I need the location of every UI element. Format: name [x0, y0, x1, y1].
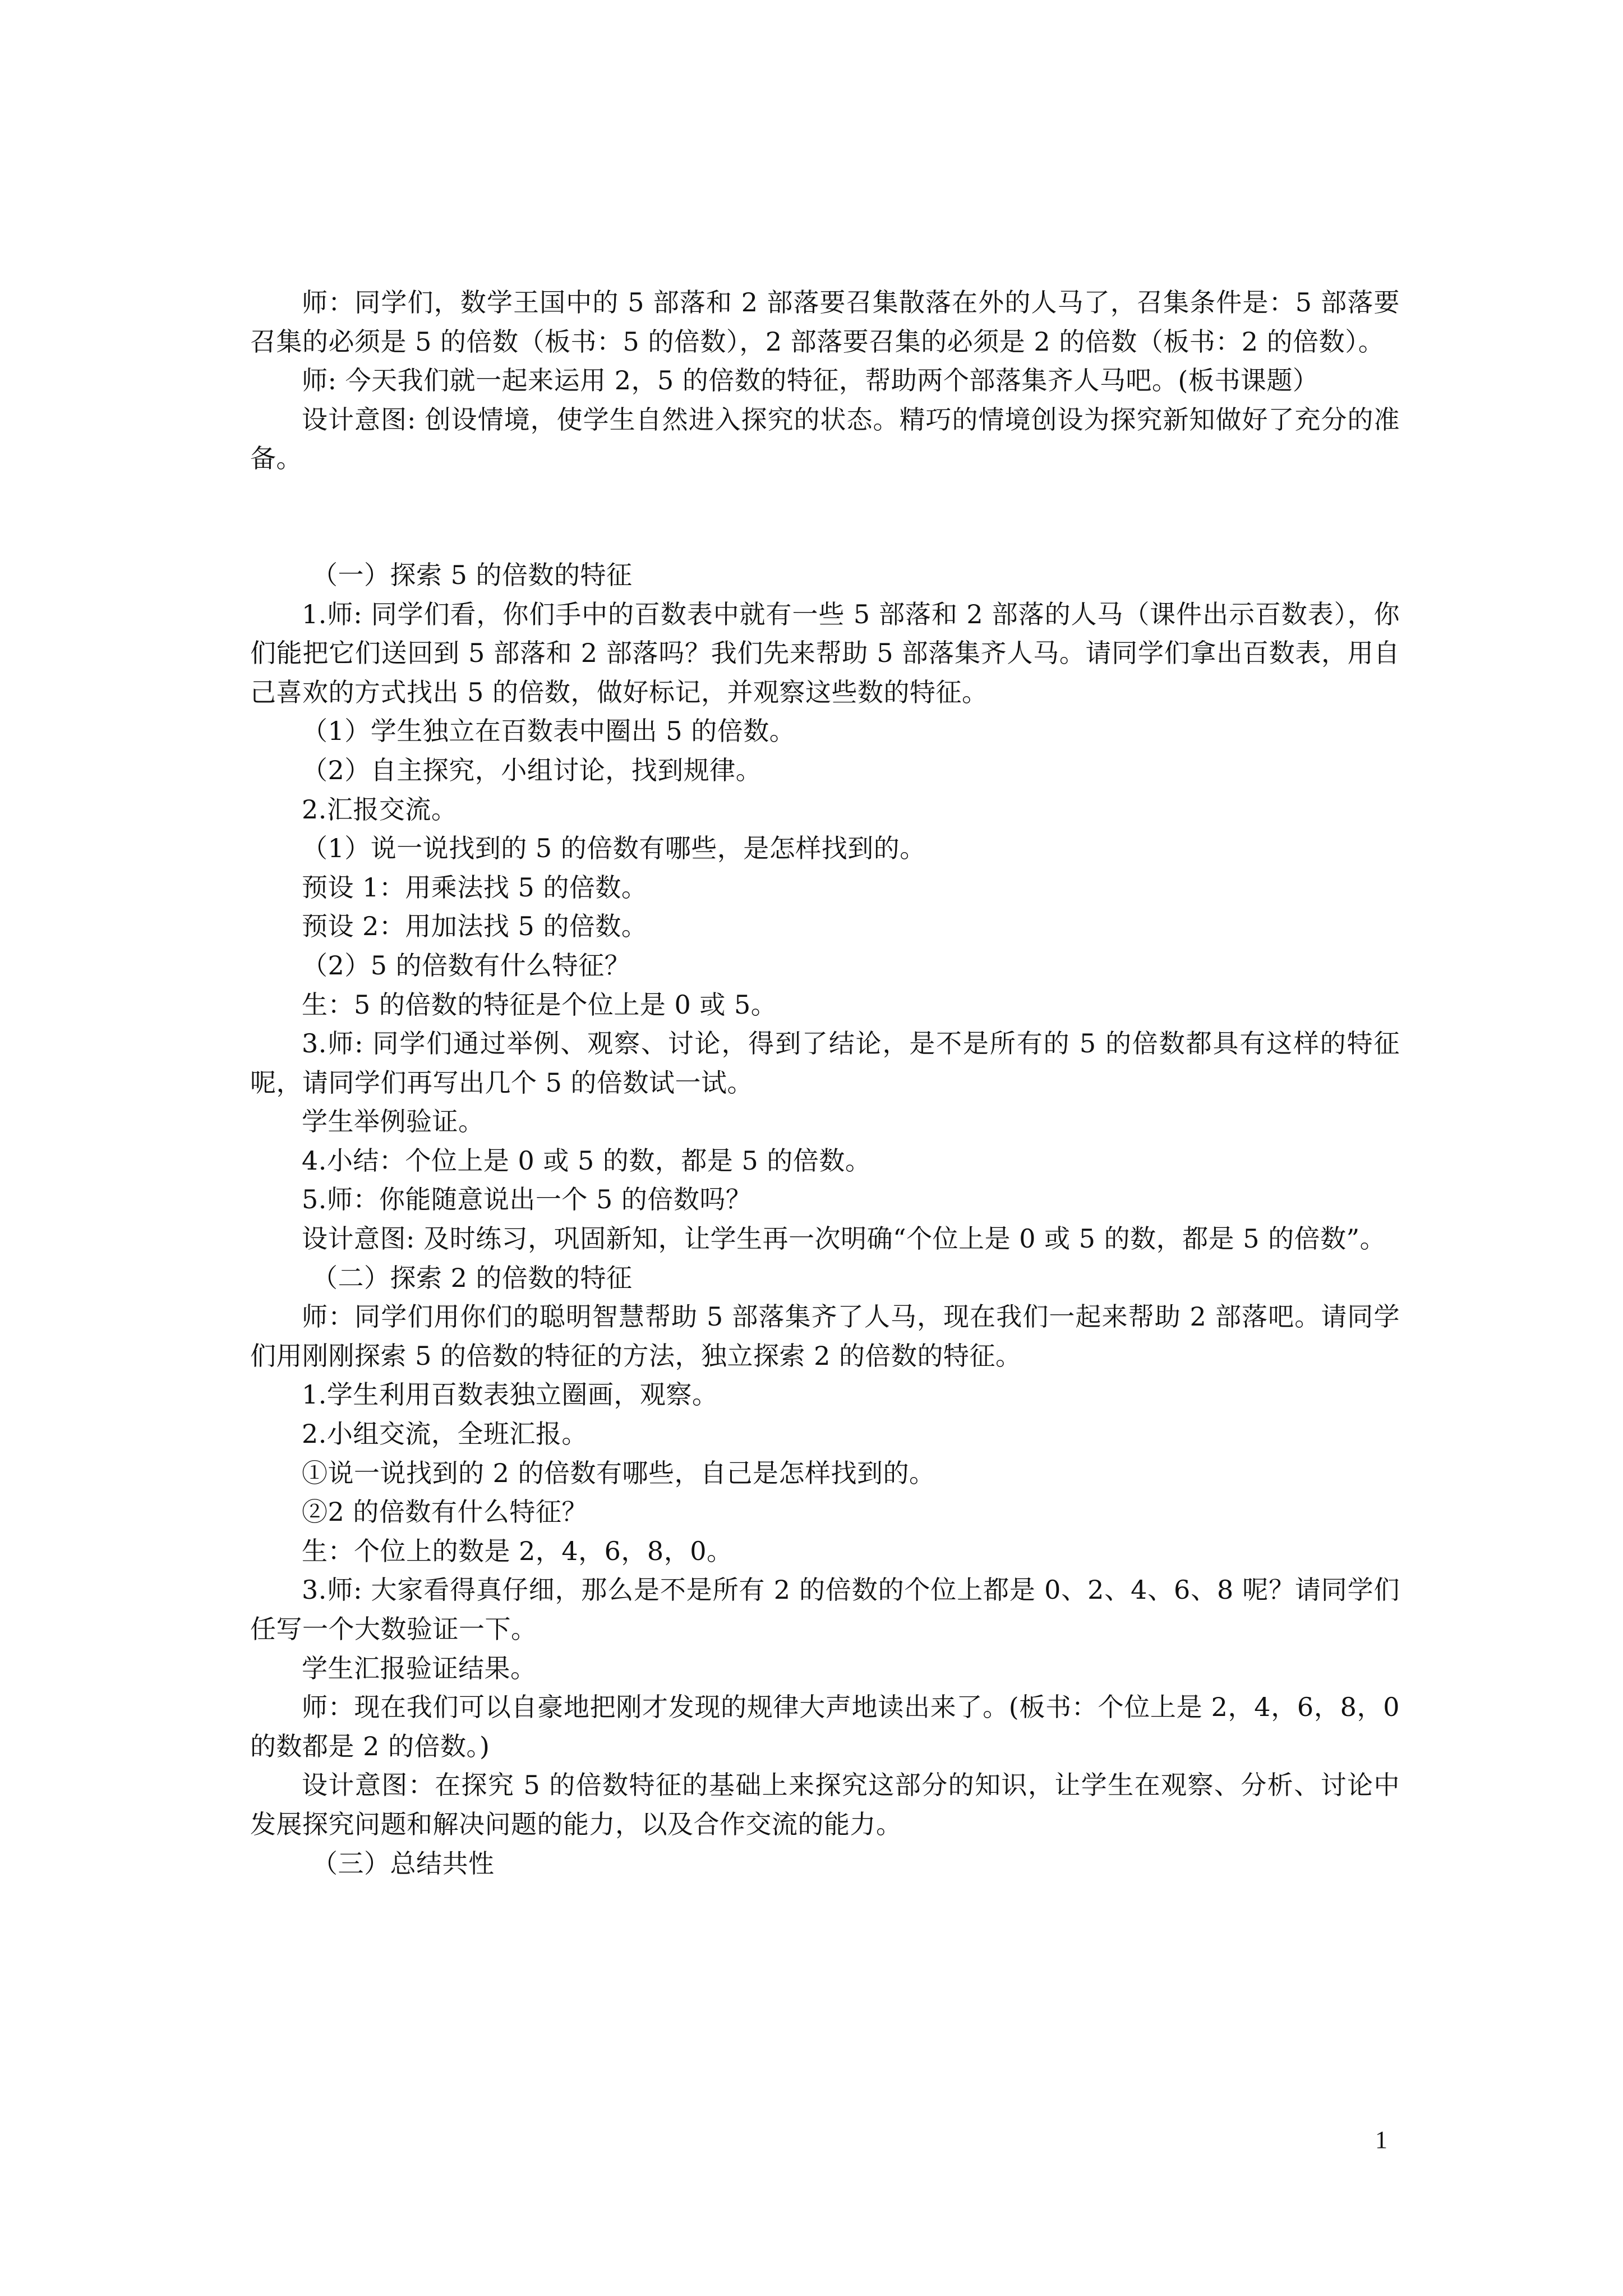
section2-paragraph: 师：同学们用你们的聪明智慧帮助 5 部落集齐了人马，现在我们一起来帮助 2 部落吧。请同学们用刚刚探索 5 的倍数的特征的方法，独立探索 2 的倍数的特征。	[250, 1301, 1400, 1371]
section1-paragraph: 学生举例验证。	[302, 1106, 485, 1137]
section1-paragraph: 预设 1：用乘法找 5 的倍数。	[302, 872, 648, 903]
section-heading-2: （二）探索 2 的倍数的特征	[312, 1262, 633, 1293]
section2-paragraph: ②2 的倍数有什么特征？	[302, 1497, 588, 1527]
section-gap	[250, 478, 1400, 556]
section1-paragraph: 生：5 的倍数的特征是个位上是 0 或 5。	[302, 989, 777, 1020]
section1-paragraph: （2）5 的倍数有什么特征？	[302, 950, 631, 981]
section1-paragraph: 预设 2：用加法找 5 的倍数。	[302, 911, 648, 942]
section1-paragraph: （1）学生独立在百数表中圈出 5 的倍数。	[302, 716, 796, 747]
section1-paragraph: （1）说一说找到的 5 的倍数有哪些，是怎样找到的。	[302, 833, 926, 864]
intro-paragraph: 师: 今天我们就一起来运用 2，5 的倍数的特征，帮助两个部落集齐人马吧。(板书课题）	[302, 365, 1319, 396]
document-body	[250, 283, 1400, 1883]
design-intent-paragraph: 设计意图：在探究 5 的倍数特征的基础上来探究这部分的知识，让学生在观察、分析、讨论中发展探究问题和解决问题的能力，以及合作交流的能力。	[250, 1770, 1400, 1839]
page-number: 1	[1375, 2126, 1387, 2154]
section2-paragraph: 学生汇报验证结果。	[302, 1653, 537, 1683]
section2-paragraph: ①说一说找到的 2 的倍数有哪些，自己是怎样找到的。	[302, 1457, 935, 1488]
section1-paragraph: 1.师: 同学们看，你们手中的百数表中就有一些 5 部落和 2 部落的人马（课件出示百数表），你们能把它们送回到 5 部落和 2 部落吗？我们先来帮助 5 部落集齐人马。请同学们拿出百数表，用自己喜欢的方式找出 5 的倍数，做好标记，并观察这些数的特征。	[250, 599, 1400, 707]
section-heading-3: （三）总结共性	[312, 1848, 495, 1879]
section1-paragraph: 5.师：你能随意说出一个 5 的倍数吗？	[302, 1184, 752, 1215]
section2-paragraph: 生：个位上的数是 2，4，6，8，0。	[302, 1535, 733, 1566]
design-intent-paragraph: 设计意图: 及时练习，巩固新知，让学生再一次明确“个位上是 0 或 5 的数，都是 5 的倍数”。	[302, 1223, 1386, 1254]
section2-paragraph: 3.师: 大家看得真仔细，那么是不是所有 2 的倍数的个位上都是 0、2、4、6、8 呢？请同学们任写一个大数验证一下。	[250, 1575, 1400, 1644]
section2-paragraph: 2.小组交流，全班汇报。	[302, 1419, 588, 1450]
section1-paragraph: （2）自主探究，小组讨论，找到规律。	[302, 754, 762, 785]
section1-paragraph: 2.汇报交流。	[302, 794, 458, 825]
section-heading-1: （一）探索 5 的倍数的特征	[312, 559, 633, 590]
design-intent-paragraph: 设计意图: 创设情境，使学生自然进入探究的状态。精巧的情境创设为探究新知做好了充分的准备。	[250, 404, 1400, 474]
section2-paragraph: 师：现在我们可以自豪地把刚才发现的规律大声地读出来了。(板书：个位上是 2，4，6，8，0 的数都是 2 的倍数。)	[250, 1692, 1400, 1761]
section1-paragraph: 4.小结：个位上是 0 或 5 的数，都是 5 的倍数。	[302, 1145, 872, 1176]
section2-paragraph: 1.学生利用百数表独立圈画，观察。	[302, 1379, 718, 1410]
intro-paragraph: 师：同学们，数学王国中的 5 部落和 2 部落要召集散落在外的人马了，召集条件是：5 部落要召集的必须是 5 的倍数（板书：5 的倍数），2 部落要召集的必须是 2 的倍数（板书：2 的倍数）。	[250, 287, 1400, 357]
section1-paragraph: 3.师: 同学们通过举例、观察、讨论，得到了结论，是不是所有的 5 的倍数都具有这样的特征呢，请同学们再写出几个 5 的倍数试一试。	[250, 1028, 1400, 1098]
